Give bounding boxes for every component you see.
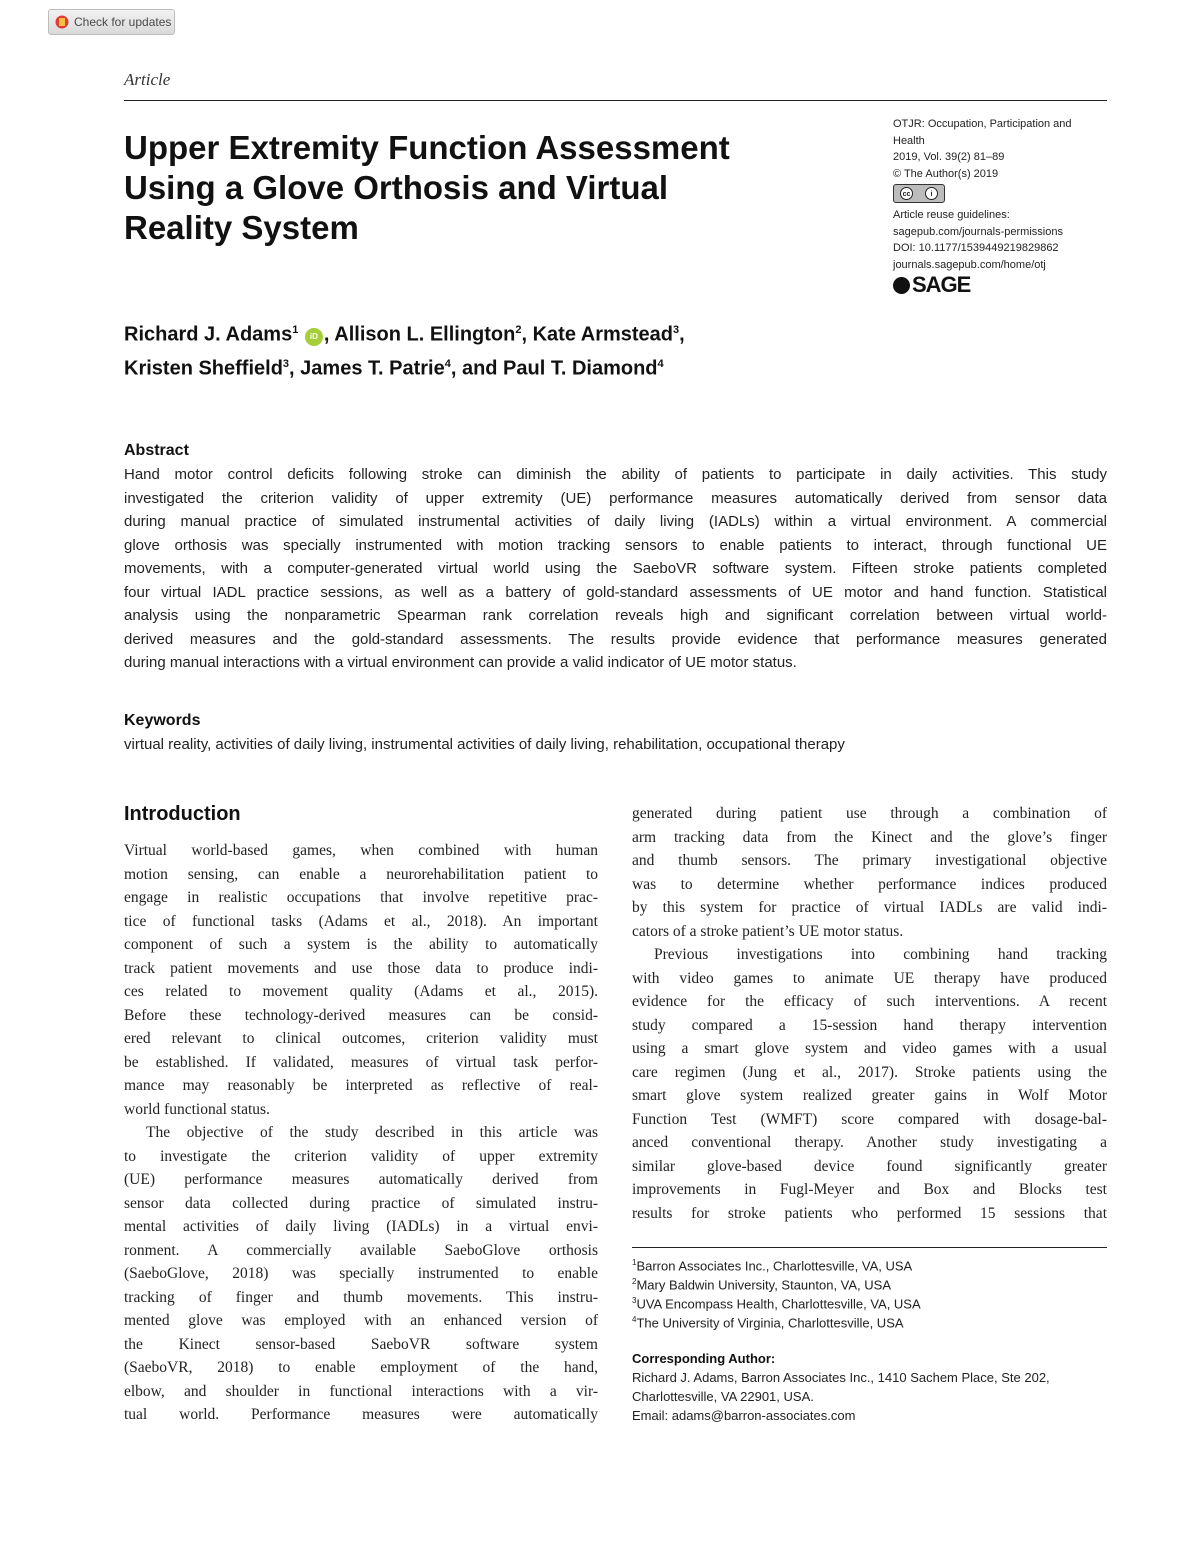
paper-title [124,128,824,248]
corresponding-author-email[interactable]: Email: adams@barron-associates.com [632,1408,856,1423]
title-line: Using a Glove Orthosis and Virtual [124,169,669,206]
footnote-divider [632,1247,1107,1248]
title-line: Upper Extremity Function Assessment [124,129,730,166]
body-text-line: arm tracking data from the Kinect and the glove’s finger [632,828,1107,846]
abstract-line: during manual interactions with a virtual environment can provide a valid indicator of UE motor status. [124,654,797,671]
body-text-line: ronment. A commercially available SaeboGlove orthosis [124,1241,598,1259]
body-text-line: mental activities of daily living (IADLs) in a virtual envi- [124,1218,598,1235]
body-text-line: engage in realistic occupations that involve repetitive prac- [124,889,598,906]
affiliation-marker: 2 [515,324,522,336]
affiliation-text: The University of Virginia, Charlottesville, USA [636,1315,904,1331]
affiliation-text: Mary Baldwin University, Staunton, VA, USA [636,1277,892,1293]
body-text-line: Before these technology-derived measures can be consid- [124,1006,598,1024]
body-text-line: (SaeboGlove, 2018) was specially instrumented to enable [124,1265,598,1282]
body-text-line: study compared a 15-session hand therapy intervention [632,1016,1107,1034]
orcid-icon[interactable]: iD [305,328,323,346]
body-text-line: Previous investigations into combining hand tracking [654,946,1107,963]
body-text-line: with video games to animate UE therapy have produced [632,969,1107,987]
body-text-line: motion sensing, can enable a neurorehabilitation patient to [124,865,598,883]
abstract-line: movements, with a computer-generated virtual world using the SaeboVR software system. Fifteen stroke patients completed [124,560,1107,577]
body-text-line: was to determine whether performance indices produced [632,875,1107,893]
body-text-line: improvements in Fugl-Meyer and Box and Blocks test [632,1181,1107,1198]
author-separator: , [679,323,685,346]
body-text-line: anced conventional therapy. Another study investigating a [632,1134,1107,1151]
body-text-line: generated during patient use through a combination of [632,805,1107,822]
author-name: , Allison L. Ellington [323,323,516,346]
body-text-line: Virtual world-based games, when combined with human [124,842,598,859]
body-text-line: care regimen (Jung et al., 2017). Stroke patients using the [632,1063,1107,1081]
affiliation-text: UVA Encompass Health, Charlottesville, VA, USA [636,1296,921,1312]
body-text-line: mented glove was employed with an enhanced version of [124,1312,598,1329]
affiliation-item [632,1277,891,1292]
keywords-heading: Keywords [124,712,201,729]
body-text-line: cators of a stroke patient’s UE motor status. [632,922,904,940]
affiliation-marker: 4 [657,357,664,370]
affiliation-number: 3 [632,1296,637,1305]
reuse-guidelines-link[interactable]: sagepub.com/journals-permissions [893,225,1063,238]
corresponding-author-address: Richard J. Adams, Barron Associates Inc., 1410 Sachem Place, Ste 202, [632,1370,1050,1385]
body-text-line: Function Test (WMFT) score compared with dosage-bal- [632,1110,1107,1128]
affiliation-marker: 1 [292,324,299,336]
body-text-line: component of such a system is the ability to automatically [124,936,598,953]
body-text-line: track patient movements and use those data to produce indi- [124,959,598,977]
abstract-line: investigated the criterion validity of upper extremity (UE) performance measures automatically derived from sensor data [124,489,1107,507]
publisher-name: SAGE [912,272,971,298]
affiliation-marker: 4 [444,357,451,370]
author-list [124,316,824,383]
author-name: , James T. Patrie [289,357,445,380]
body-text-line: (SaeboVR, 2018) to enable employment of the hand, [124,1359,598,1376]
author-name: Richard J. Adams [124,323,293,346]
check-for-updates-label: Check for updates [74,15,172,29]
body-text-line: the Kinect sensor-based SaeboVR software system [124,1335,598,1353]
body-text-line: by this system for practice of virtual IADLs are valid indi- [632,899,1107,916]
body-text-line: world functional status. [124,1100,270,1118]
doi-link[interactable]: DOI: 10.1177/1539449219829862 [893,242,1059,254]
section-heading-introduction: Introduction [124,803,241,825]
author-name: Kristen Sheffield [124,357,283,380]
abstract-line: Hand motor control deficits following stroke can diminish the ability of patients to participate in daily activities. This study [124,466,1107,483]
journal-home-link[interactable]: journals.sagepub.com/home/otj [893,258,1046,271]
article-type-label: Article [124,70,171,89]
body-text-line: The objective of the study described in this article was [146,1124,598,1141]
attribution-icon: i [925,187,938,200]
body-text-line: and thumb sensors. The primary investigational objective [632,852,1107,869]
keywords-list: virtual reality, activities of daily living, instrumental activities of daily living, rehabilitation, occupational therapy [124,736,845,753]
corresponding-author-heading: Corresponding Author: [632,1351,776,1366]
sage-logo-icon [893,277,910,294]
body-text-line: evidence for the efficacy of such interventions. A recent [632,993,1107,1010]
author-name: , Kate Armstead [521,323,674,346]
header-divider [124,100,1107,101]
journal-info-panel [893,116,1108,298]
abstract-heading: Abstract [124,442,189,459]
journal-name-cont: Health [893,134,925,147]
copyright-notice: © The Author(s) 2019 [893,167,999,180]
body-text-line: ces related to movement quality (Adams et al., 2015). [124,983,598,1000]
reuse-guidelines-label: Article reuse guidelines: [893,209,1010,221]
abstract-line: during manual practice of simulated instrumental activities of daily living (IADLs) within a virtual environment. A commercial [124,513,1107,530]
affiliation-item [632,1296,921,1311]
affiliation-marker: 3 [282,357,290,370]
body-text-line: tual world. Performance measures were automatically [124,1406,598,1423]
corresponding-author-address-cont: Charlottesville, VA 22901, USA. [632,1389,814,1404]
title-line: Reality System [124,209,359,246]
body-text-line: (UE) performance measures automatically derived from [124,1171,598,1188]
check-for-updates-button[interactable] [48,9,175,35]
body-text-line: elbow, and shoulder in functional interactions with a vir- [124,1382,598,1400]
sage-publisher-logo [893,272,1108,298]
affiliation-number: 4 [632,1315,637,1324]
body-text-line: tracking of finger and thumb movements. This instru- [124,1288,598,1306]
abstract-line: derived measures and the gold-standard assessments. The results provide evidence that performance measures generated [124,630,1107,648]
affiliation-marker: 3 [673,324,680,336]
body-text-line: mance may reasonably be interpreted as reflective of real- [124,1077,598,1094]
body-text-line: results for stroke patients who performed 15 sessions that [632,1204,1107,1222]
body-text-line: to investigate the criterion validity of upper extremity [124,1147,598,1165]
abstract-line: glove orthosis was specially instrumented with motion tracking sensors to enable patients to interact, through functional UE [124,536,1107,554]
affiliation-item [632,1315,904,1330]
body-text-line: ered relevant to clinical outcomes, criterion validity must [124,1030,598,1047]
cc-icon: cc [900,187,913,200]
body-text-line: smart glove system realized greater gains in Wolf Motor [632,1087,1107,1104]
journal-name: OTJR: Occupation, Participation and [893,118,1072,130]
affiliation-number: 1 [632,1258,637,1267]
body-text-line: sensor data collected during practice of simulated instru- [124,1194,598,1212]
abstract-line: four virtual IADL practice sessions, as well as a battery of gold-standard assessments of UE motor and hand function. Statistical [124,583,1107,601]
affiliation-number: 2 [632,1277,637,1286]
author-name: , and Paul T. Diamond [450,357,658,380]
creative-commons-license-icon[interactable] [893,184,945,203]
body-text-line: be established. If validated, measures of virtual task perfor- [124,1053,598,1071]
affiliation-item [632,1258,912,1273]
journal-volume: 2019, Vol. 39(2) 81–89 [893,151,1005,163]
body-text-line: using a smart glove system and video games with a usual [632,1040,1107,1057]
crossmark-icon [55,15,69,29]
body-text-line: similar glove-based device found significantly greater [632,1157,1107,1175]
body-text-line: tice of functional tasks (Adams et al., 2018). An important [124,912,598,930]
affiliation-text: Barron Associates Inc., Charlottesville, VA, USA [636,1258,913,1274]
abstract-line: analysis using the nonparametric Spearman rank correlation reveals high and significant correlation between virtual world- [124,607,1107,624]
